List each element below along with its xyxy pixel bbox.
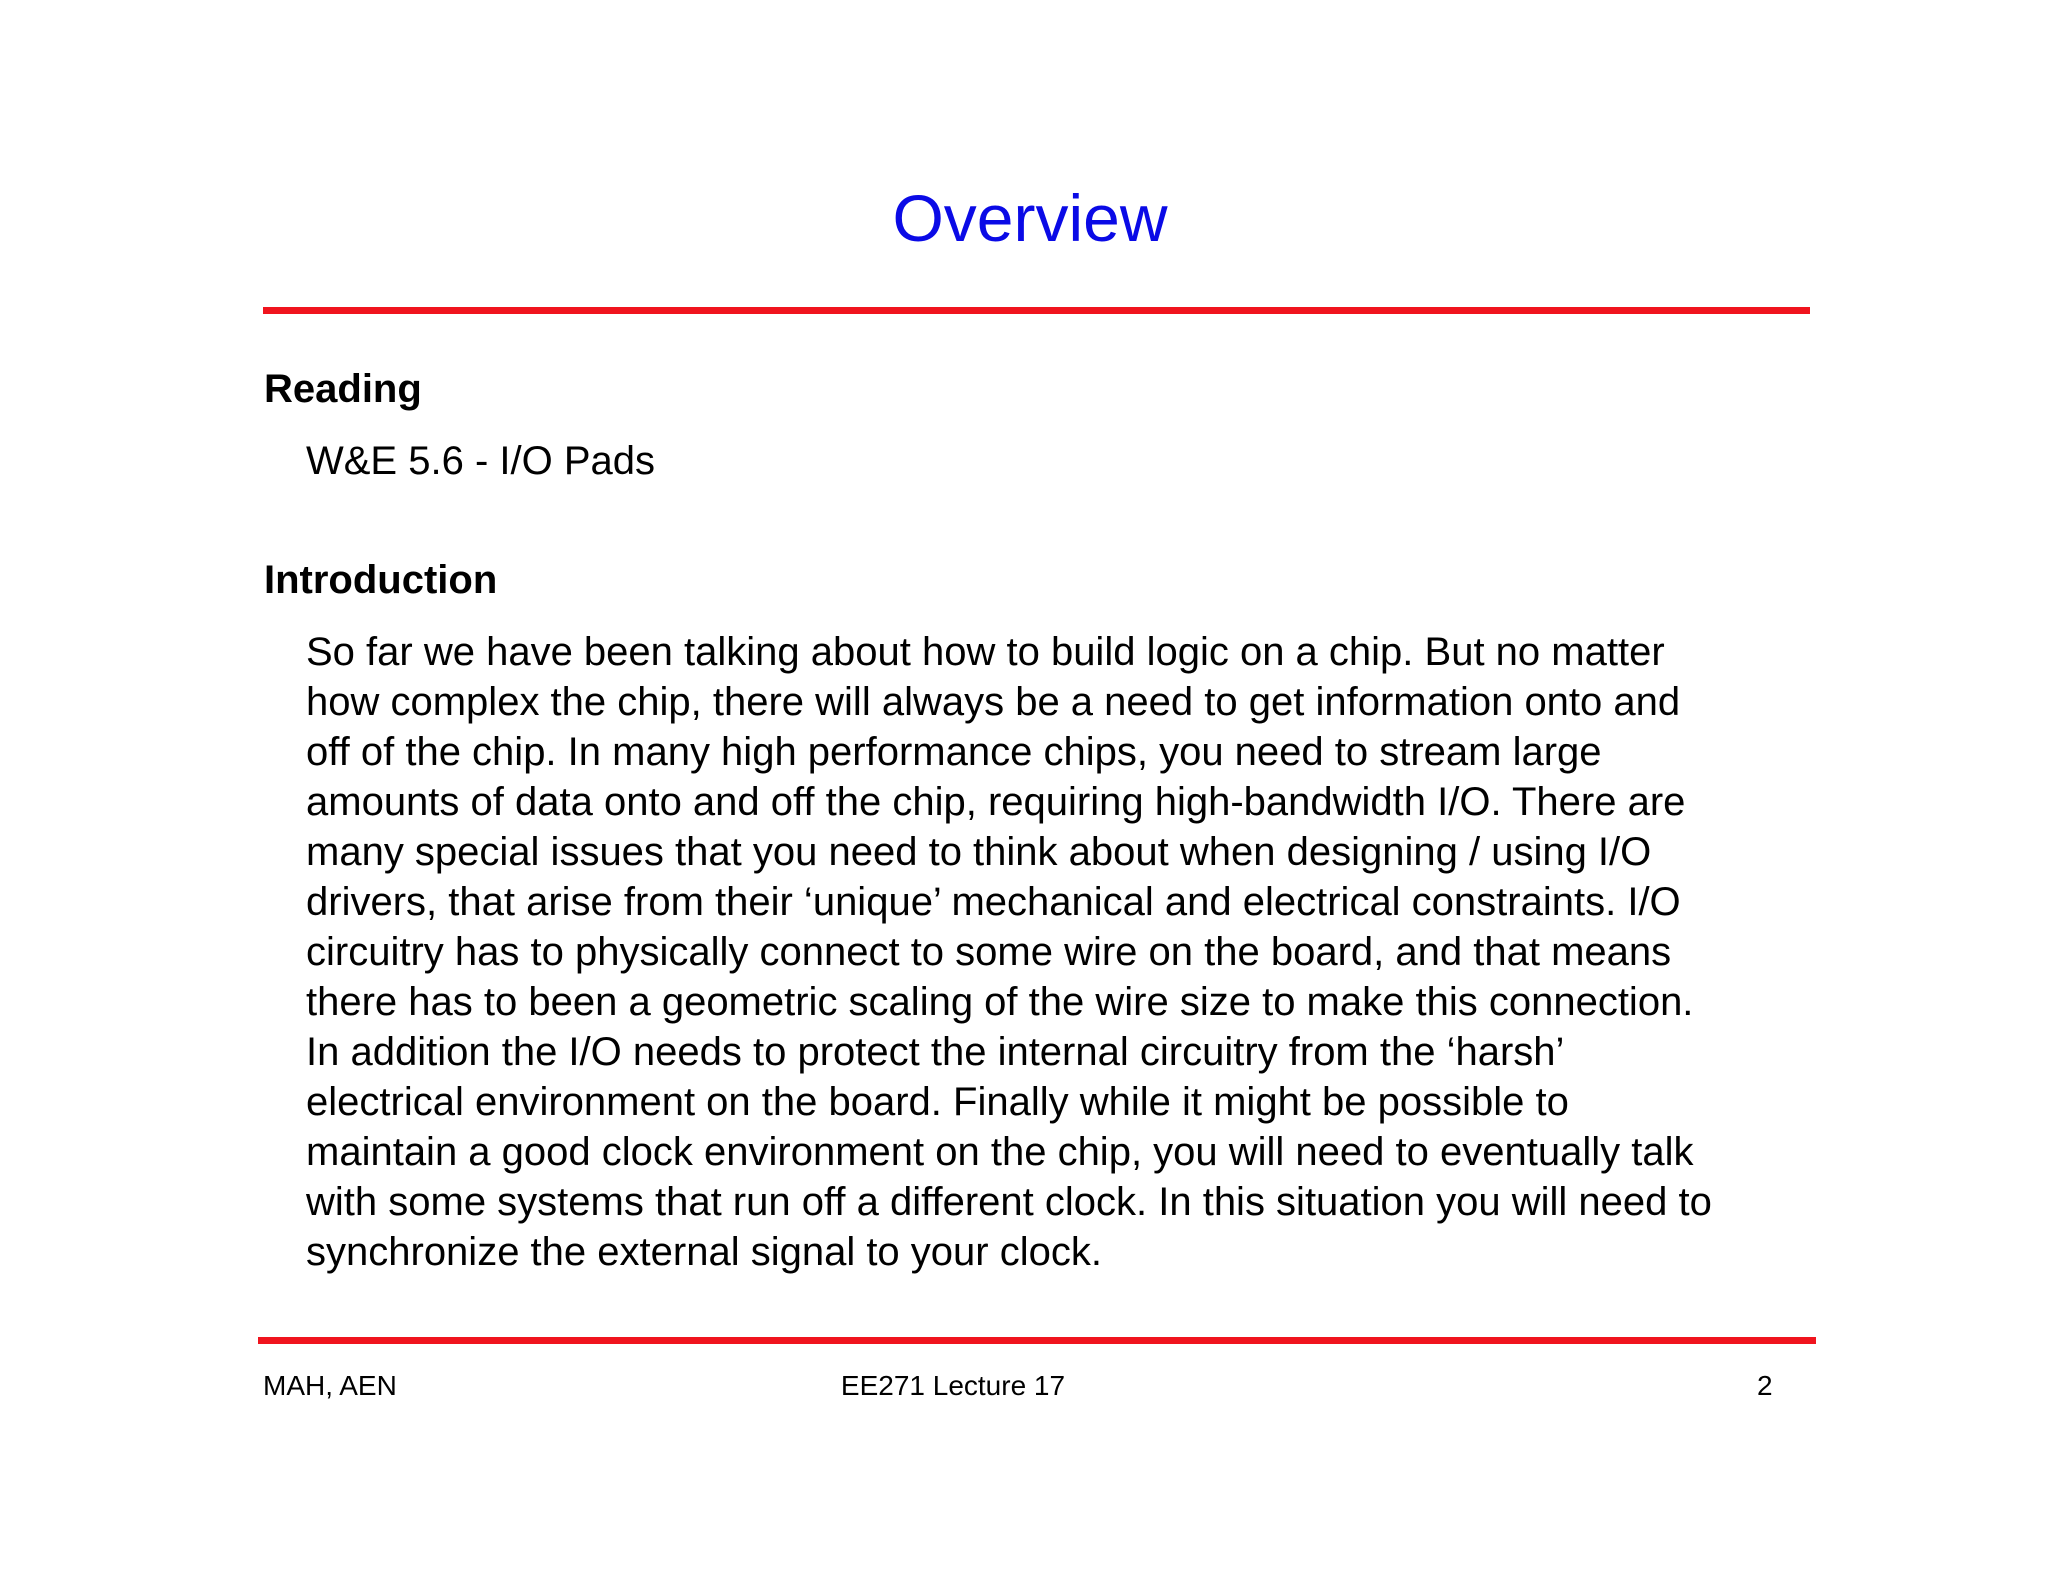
slide-title: Overview xyxy=(892,181,1168,255)
reading-item: W&E 5.6 - I/O Pads xyxy=(306,439,656,483)
footer-authors: MAH, AEN xyxy=(263,1370,397,1401)
introduction-line: maintain a good clock environment on the chip, you will need to eventually talk xyxy=(306,1130,1694,1174)
introduction-line: many special issues that you need to think about when designing / using I/O xyxy=(306,830,1652,874)
footer-course: EE271 Lecture 17 xyxy=(840,1370,1066,1401)
introduction-line: off of the chip. In many high performance chips, you need to stream large xyxy=(306,730,1602,774)
introduction-line: with some systems that run off a different clock. In this situation you will need to xyxy=(306,1180,1712,1224)
introduction-line: synchronize the external signal to your clock. xyxy=(306,1230,1102,1274)
introduction-line: how complex the chip, there will always be a need to get information onto and xyxy=(306,680,1681,724)
footer-page-number: 2 xyxy=(1757,1370,1773,1401)
introduction-line: electrical environment on the board. Finally while it might be possible to xyxy=(306,1080,1569,1124)
introduction-line: amounts of data onto and off the chip, requiring high-bandwidth I/O. There are xyxy=(306,780,1686,824)
introduction-line: So far we have been talking about how to build logic on a chip. But no matter xyxy=(306,630,1665,674)
introduction-body xyxy=(306,627,1866,1277)
introduction-line: there has to been a geometric scaling of the wire size to make this connection. xyxy=(306,980,1694,1024)
introduction-line: drivers, that arise from their ‘unique’ mechanical and electrical constraints. I/O xyxy=(306,880,1681,924)
introduction-heading: Introduction xyxy=(264,558,498,602)
introduction-line: circuitry has to physically connect to some wire on the board, and that means xyxy=(306,930,1672,974)
reading-heading: Reading xyxy=(264,367,422,411)
bottom-divider xyxy=(258,1337,1816,1344)
top-divider xyxy=(263,307,1810,314)
introduction-line: In addition the I/O needs to protect the internal circuitry from the ‘harsh’ xyxy=(306,1030,1565,1074)
